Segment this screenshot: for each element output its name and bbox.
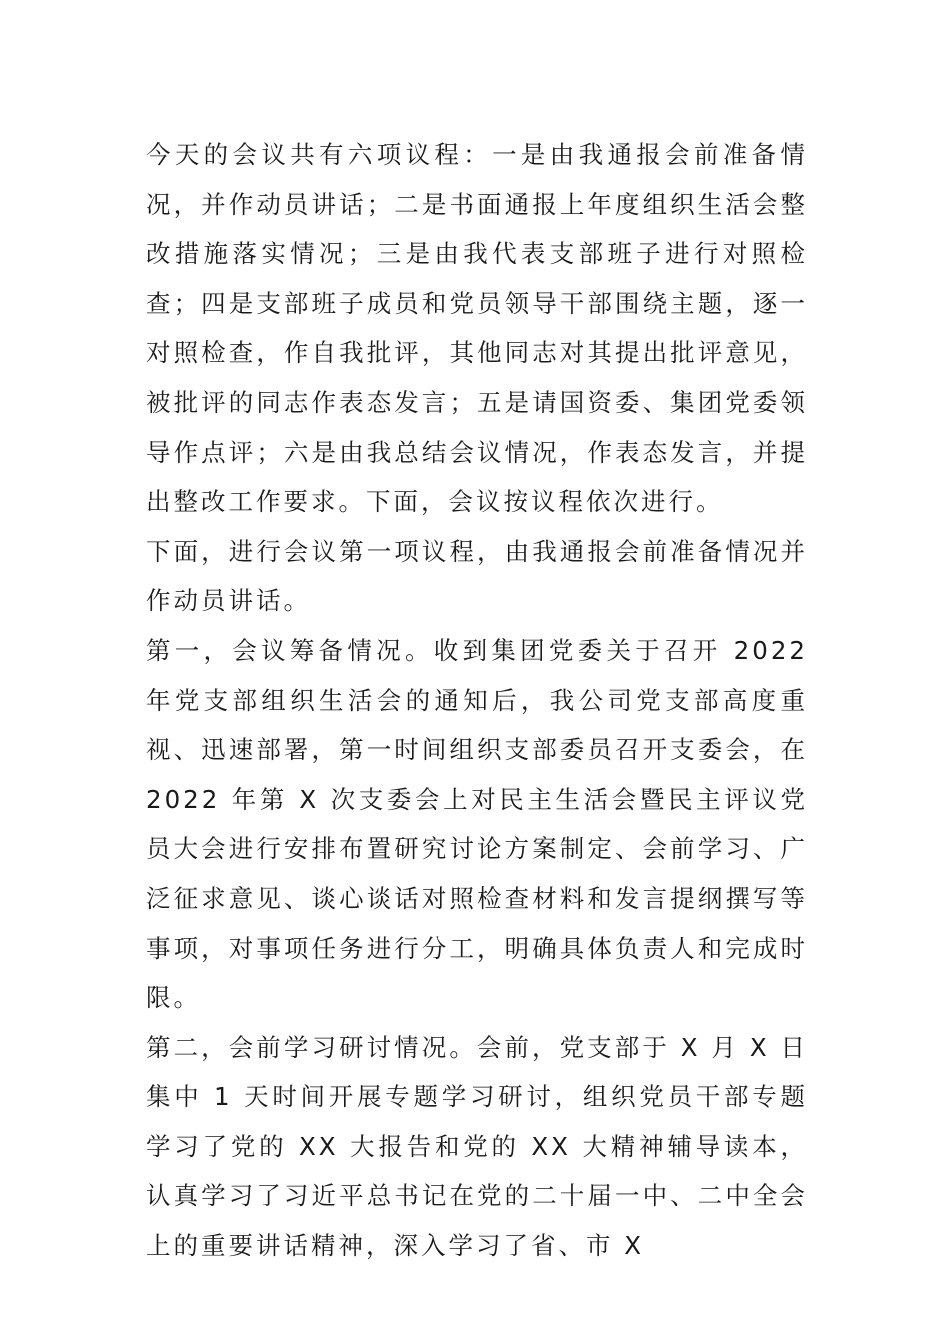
document-body <box>146 130 808 1271</box>
paragraph-meeting-preparation: 第一，会议筹备情况。收到集团党委关于召开 2022 年党支部组织生活会的通知后，我公司党支部高度重视、迅速部署，第一时间组织支部委员召开支委会，在 2022 年第 X 次支委会上对民主生活会暨民主评议党员大会进行安排布置研究讨论方案制定、会前学习、广泛征求意见、谈心谈话对照检查材料和发言提纲撰写等事项，对事项任务进行分工，明确具体负责人和完成时限。 <box>146 635 808 1013</box>
paragraph-first-agenda-item: 下面，进行会议第一项议程，由我通报会前准备情况并作动员讲话。 <box>146 536 808 616</box>
paragraph-agenda-overview: 今天的会议共有六项议程：一是由我通报会前准备情况，并作动员讲话；二是书面通报上年度组织生活会整改措施落实情况；三是由我代表支部班子进行对照检查；四是支部班子成员和党员领导干部围绕主题，逐一对照检查，作自我批评，其他同志对其提出批评意见，被批评的同志作表态发言；五是请国资委、集团党委领导作点评；六是由我总结会议情况，作表态发言，并提出整改工作要求。下面，会议按议程依次进行。 <box>146 140 808 517</box>
paragraph-pre-meeting-study: 第二，会前学习研讨情况。会前，党支部于 X 月 X 日集中 1 天时间开展专题学习研讨，组织党员干部专题学习了党的 XX 大报告和党的 XX 大精神辅导读本，认真学习了习近平总书记在党的二十届一中、二中全会上的重要讲话精神，深入学习了省、市 X <box>146 1032 808 1261</box>
